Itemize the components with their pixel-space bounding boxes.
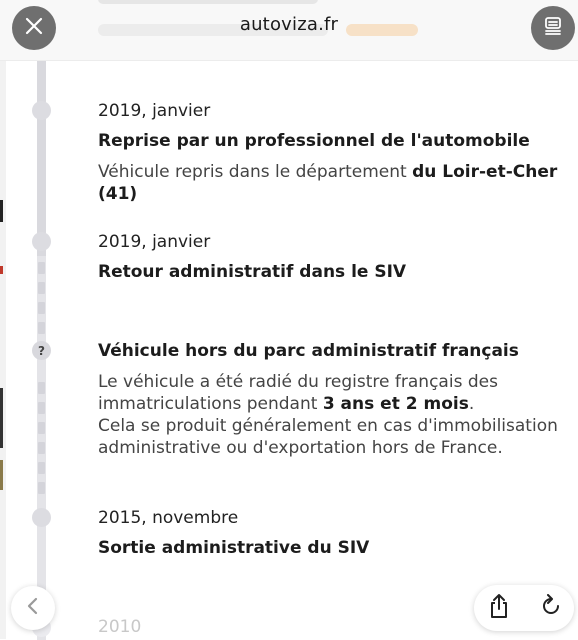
event-description-text: immatriculations pendant <box>98 394 323 414</box>
background-card-edge <box>0 0 6 639</box>
chevron-left-icon <box>25 596 41 620</box>
peek-mark <box>0 200 3 222</box>
reload-icon <box>539 594 563 622</box>
timeline-dash <box>38 382 45 394</box>
reload-button[interactable] <box>536 593 566 623</box>
event-description-line: Cela se produit généralement en cas d'immobilisation <box>98 416 558 436</box>
event-description-line: administrative ou d'exportation hors de France. <box>98 438 503 458</box>
event-title: Retour administratif dans le SIV <box>98 262 407 282</box>
event-date: 2010 <box>98 617 142 637</box>
event-title: Sortie administrative du SIV <box>98 538 370 558</box>
peek-mark <box>0 460 3 490</box>
scrolled-text-ghost <box>98 0 318 4</box>
event-description-line <box>98 393 558 415</box>
timeline-dash <box>38 262 45 274</box>
peek-mark <box>0 266 3 274</box>
event-date: 2015, novembre <box>98 508 239 528</box>
timeline-dash <box>38 282 45 294</box>
event-date: 2019, janvier <box>98 101 211 121</box>
share-icon <box>487 593 511 623</box>
timeline-dash <box>38 482 45 494</box>
share-button[interactable] <box>484 593 514 623</box>
browser-header <box>0 0 578 61</box>
event-description <box>98 371 558 459</box>
timeline-dot <box>32 101 51 120</box>
event-date: 2019, janvier <box>98 232 211 252</box>
unknown-period-icon: ? <box>32 341 51 360</box>
site-domain[interactable]: autoviza.fr <box>239 14 339 35</box>
event-title: Reprise par un professionnel de l'automobile <box>98 131 530 151</box>
department-name: du Loir-et-Cher (41) <box>98 162 558 204</box>
timeline-dash <box>38 322 45 334</box>
timeline-dash <box>38 442 45 454</box>
timeline-dot <box>32 508 51 527</box>
event-description <box>98 161 578 205</box>
back-button[interactable] <box>11 586 55 630</box>
duration-value: 3 ans et 2 mois <box>322 394 469 414</box>
event-description-text: . <box>468 394 475 414</box>
browser-toolbar <box>474 585 574 631</box>
reader-mode-icon <box>543 16 563 40</box>
timeline-dash <box>38 462 45 474</box>
event-title: Véhicule hors du parc administratif français <box>98 341 519 361</box>
event-description-text: Véhicule repris dans le département <box>98 162 413 182</box>
timeline-dash <box>38 402 45 414</box>
event-description-line: Le véhicule a été radié du registre français des <box>98 372 498 392</box>
timeline-dash <box>38 422 45 434</box>
close-button[interactable] <box>12 6 56 50</box>
reader-mode-button[interactable] <box>531 6 575 50</box>
close-icon <box>24 16 44 40</box>
timeline-dash <box>38 302 45 314</box>
timeline-dot <box>32 232 51 251</box>
timeline-rail-solid <box>37 60 46 256</box>
peek-mark <box>0 388 3 448</box>
